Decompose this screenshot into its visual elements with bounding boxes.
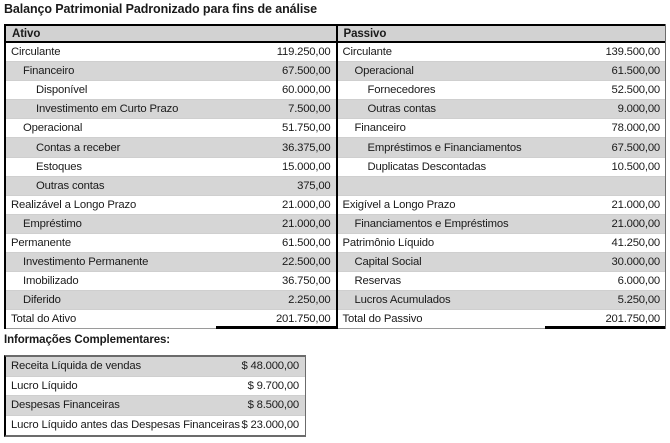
table-row: [6, 62, 336, 81]
info-row-value: $ 8.500,00: [247, 399, 299, 412]
row-value: 51.750,00: [282, 122, 331, 135]
table-row: [6, 158, 336, 177]
info-row: [6, 416, 305, 436]
table-row: [6, 81, 336, 100]
row-label: Outras contas: [36, 179, 105, 192]
liabilities-column: [336, 24, 666, 329]
table-row: [6, 253, 336, 272]
table-row: [6, 196, 336, 215]
table-row: [338, 158, 666, 177]
row-value: 119.250,00: [276, 46, 331, 59]
balance-sheet-table: [4, 24, 666, 329]
row-label: Operacional: [23, 122, 83, 135]
table-row-total: [6, 310, 336, 329]
info-row-value: $ 48.000,00: [241, 360, 299, 373]
row-value: 5.250,00: [617, 294, 660, 307]
row-label: Reservas: [354, 275, 402, 288]
row-label: Exigível a Longo Prazo: [342, 198, 456, 211]
row-label: Capital Social: [354, 256, 422, 269]
table-row: [6, 43, 336, 62]
row-value: 36.750,00: [282, 275, 331, 288]
row-label: Fornecedores: [367, 84, 436, 97]
info-row: [6, 377, 305, 397]
info-row-label: Lucro Líquido antes das Despesas Financeiras: [11, 419, 240, 432]
row-value: 52.500,00: [611, 84, 660, 97]
table-row: [6, 100, 336, 119]
row-label: Financiamentos e Empréstimos: [354, 217, 509, 230]
row-label: Total do Ativo: [6, 310, 216, 329]
row-label: Outras contas: [367, 103, 436, 116]
table-row: [6, 119, 336, 138]
row-value: 61.500,00: [282, 236, 331, 249]
row-label: Total do Passivo: [338, 310, 546, 329]
row-label: Imobilizado: [23, 275, 79, 288]
table-row: [338, 100, 666, 119]
row-value: 2.250,00: [288, 294, 331, 307]
row-value: 61.500,00: [611, 65, 660, 78]
row-value: 36.375,00: [282, 141, 331, 154]
row-label: Investimento em Curto Prazo: [36, 103, 179, 116]
complementary-info-table: [4, 355, 306, 437]
row-value: 21.000,00: [282, 198, 331, 211]
assets-column: [6, 24, 336, 329]
row-value: 6.000,00: [617, 275, 660, 288]
row-value: 30.000,00: [611, 256, 660, 269]
row-label: Diferido: [23, 294, 61, 307]
info-row-label: Receita Líquida de vendas: [11, 360, 142, 373]
assets-rows: [6, 43, 336, 329]
row-label: Circulante: [11, 46, 61, 59]
row-value: 139.500,00: [605, 46, 660, 59]
table-row: [6, 215, 336, 234]
row-label: Lucros Acumulados: [354, 294, 451, 307]
info-row-label: Lucro Líquido: [11, 379, 78, 392]
row-label: Disponível: [36, 84, 88, 97]
table-row: [6, 291, 336, 310]
row-value: 7.500,00: [288, 103, 331, 116]
table-row: [338, 119, 666, 138]
row-value: 67.500,00: [611, 141, 660, 154]
page-title: Balanço Patrimonial Padronizado para fins de análise: [4, 2, 317, 16]
row-value: 375,00: [297, 179, 331, 192]
row-value: 21.000,00: [611, 217, 660, 230]
row-label: Patrimônio Líquido: [342, 236, 434, 249]
table-row: [6, 177, 336, 196]
row-label: Estoques: [36, 160, 82, 173]
table-row: [338, 234, 666, 253]
table-row: [338, 138, 666, 157]
row-label: Contas a receber: [36, 141, 121, 154]
table-row: [6, 272, 336, 291]
row-label: Permanente: [11, 236, 72, 249]
info-row: [6, 357, 305, 377]
table-row-total: [338, 310, 666, 329]
complementary-info-rows: [6, 357, 305, 435]
info-row: [6, 396, 305, 416]
table-row: [6, 138, 336, 157]
row-label: Investimento Permanente: [23, 256, 149, 269]
table-row: [338, 215, 666, 234]
row-value: 21.000,00: [282, 217, 331, 230]
info-row-label: Despesas Financeiras: [11, 399, 120, 412]
info-row-value: $ 23.000,00: [241, 419, 299, 432]
table-row: [338, 196, 666, 215]
row-value: 9.000,00: [617, 103, 660, 116]
row-value: 15.000,00: [282, 160, 331, 173]
table-row: [338, 291, 666, 310]
row-label: Financeiro: [23, 65, 75, 78]
table-row: [6, 234, 336, 253]
table-row: [338, 43, 666, 62]
liabilities-rows: [338, 43, 666, 329]
row-label: Empréstimos e Financiamentos: [367, 141, 522, 154]
row-value: 21.000,00: [611, 198, 660, 211]
row-label: Financeiro: [354, 122, 406, 135]
table-row: [338, 81, 666, 100]
table-row: [338, 253, 666, 272]
liabilities-header: Passivo: [338, 24, 666, 43]
row-label: Empréstimo: [23, 217, 82, 230]
row-value: 201.750,00: [545, 310, 665, 329]
table-row: [338, 177, 666, 196]
table-row: [338, 62, 666, 81]
info-row-value: $ 9.700,00: [247, 379, 299, 392]
complementary-info-title: Informações Complementares:: [4, 334, 171, 346]
assets-header: Ativo: [6, 24, 336, 43]
row-value: 60.000,00: [282, 84, 331, 97]
row-value: 22.500,00: [282, 256, 331, 269]
row-label: Realizável a Longo Prazo: [11, 198, 137, 211]
row-label: Operacional: [354, 65, 414, 78]
row-value: 201.750,00: [216, 310, 336, 329]
row-label: Duplicatas Descontadas: [367, 160, 487, 173]
row-label: Circulante: [342, 46, 392, 59]
row-value: 10.500,00: [611, 160, 660, 173]
row-value: 78.000,00: [611, 122, 660, 135]
table-row: [338, 272, 666, 291]
row-value: 41.250,00: [611, 236, 660, 249]
row-value: 67.500,00: [282, 65, 331, 78]
